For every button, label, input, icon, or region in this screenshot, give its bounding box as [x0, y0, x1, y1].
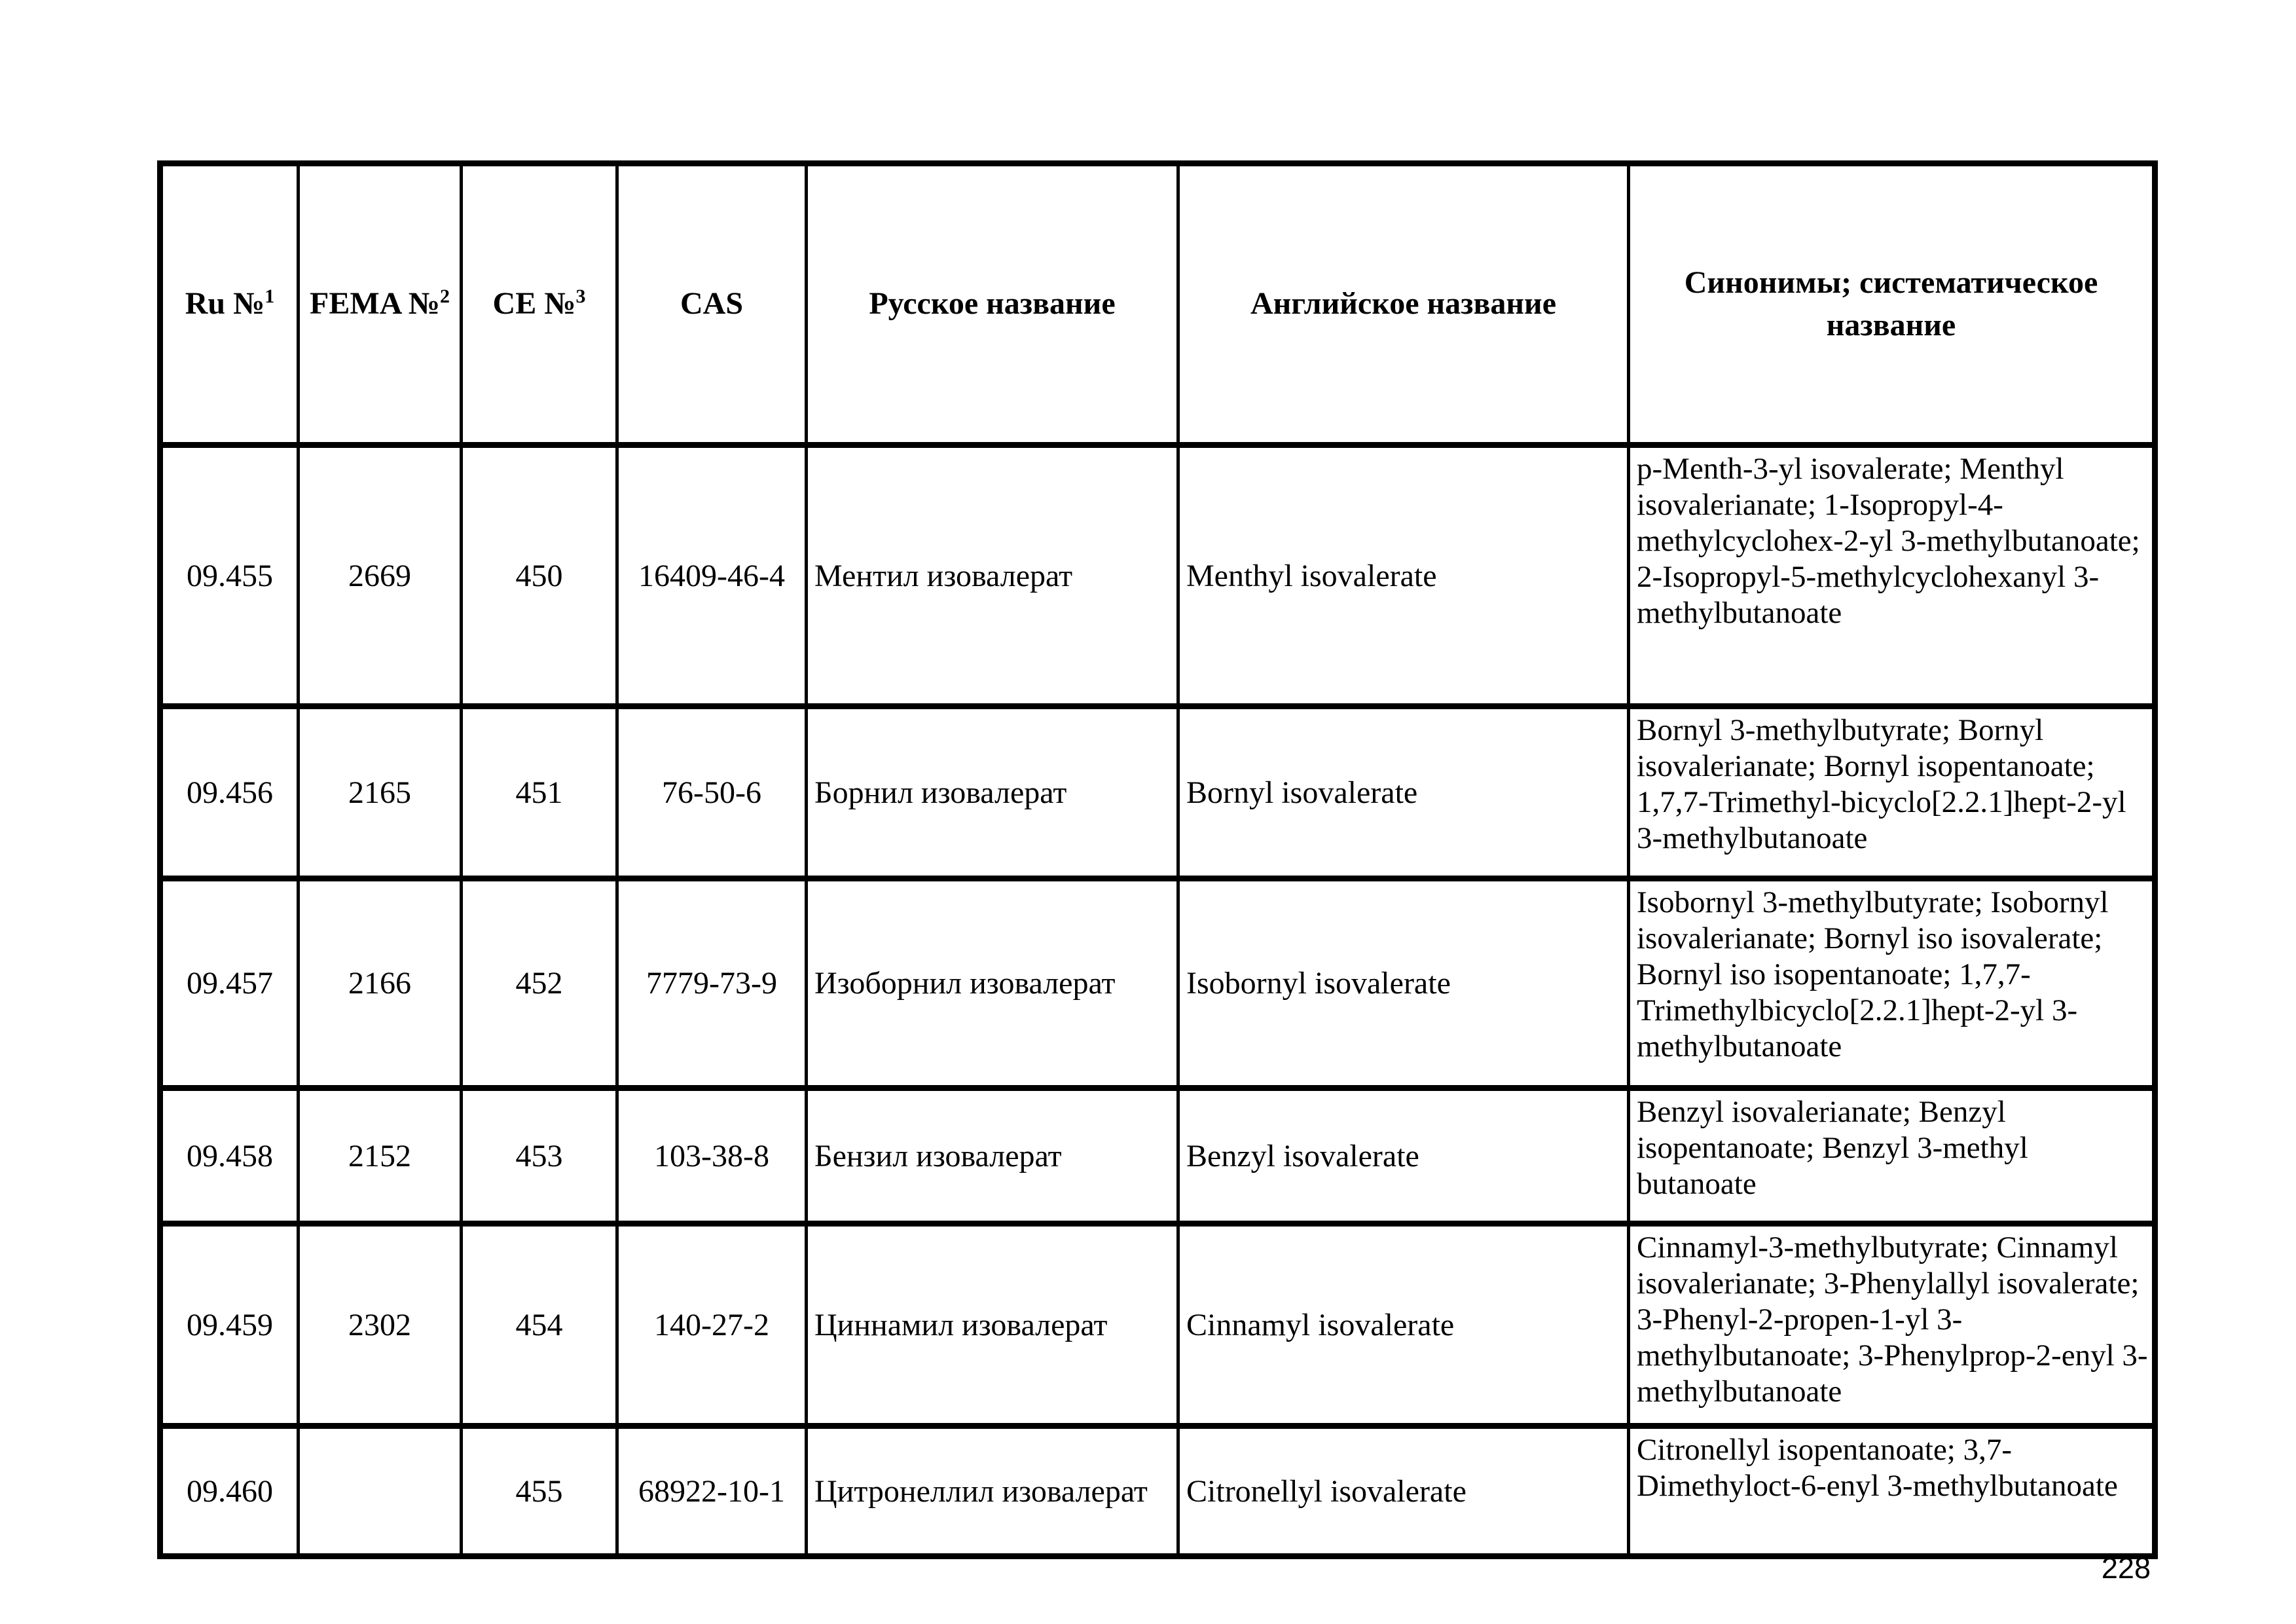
cell-name-ru: Борнил изовалерат [807, 707, 1178, 879]
cell-name-en: Isobornyl isovalerate [1178, 879, 1629, 1088]
cell-cas: 76-50-6 [617, 707, 807, 879]
table-row [160, 879, 2155, 1088]
cell-name-en: Menthyl isovalerate [1178, 445, 1629, 707]
cell-name-ru: Изоборнил изовалерат [807, 879, 1178, 1088]
cell-ce-no: 451 [462, 707, 617, 879]
cell-name-ru: Бензил изовалерат [807, 1088, 1178, 1224]
cell-ru-no: 09.460 [160, 1426, 299, 1557]
cell-ce-no: 453 [462, 1088, 617, 1224]
cell-synonyms: Bornyl 3-methylbutyrate; Bornyl isovalerianate; Bornyl isopentanoate; 1,7,7-Trimethyl-bicyclo[2.2.1]hept-2-yl 3-methylbutanoate [1629, 707, 2155, 879]
cell-cas: 7779-73-9 [617, 879, 807, 1088]
cell-cas: 16409-46-4 [617, 445, 807, 707]
header-label: CE № [492, 286, 576, 322]
cell-cas: 140-27-2 [617, 1224, 807, 1426]
page-number: 228 [2101, 1551, 2151, 1585]
table-row [160, 707, 2155, 879]
header-footnote-mark: 2 [439, 286, 450, 308]
header-label: Ru № [185, 286, 265, 322]
cell-name-en: Cinnamyl isovalerate [1178, 1224, 1629, 1426]
column-header-ce-no [462, 164, 617, 445]
header-footnote-mark: 3 [575, 286, 586, 308]
cell-fema-no: 2152 [299, 1088, 462, 1224]
column-header-ru-no [160, 164, 299, 445]
header-label: Синонимы; систематическое название [1684, 265, 2098, 342]
table-row [160, 1426, 2155, 1557]
flavor-substances-table [157, 160, 2158, 1559]
cell-fema-no: 2302 [299, 1224, 462, 1426]
column-header-name-en [1178, 164, 1629, 445]
cell-ce-no: 455 [462, 1426, 617, 1557]
column-header-synonyms [1629, 164, 2155, 445]
cell-ru-no: 09.455 [160, 445, 299, 707]
table-row [160, 1088, 2155, 1224]
cell-ce-no: 452 [462, 879, 617, 1088]
cell-name-ru: Цитронеллил изовалерат [807, 1426, 1178, 1557]
cell-cas: 68922-10-1 [617, 1426, 807, 1557]
cell-fema-no: 2166 [299, 879, 462, 1088]
cell-ru-no: 09.458 [160, 1088, 299, 1224]
header-label: CAS [680, 286, 744, 322]
cell-synonyms: Benzyl isovalerianate; Benzyl isopentanoate; Benzyl 3-methyl butanoate [1629, 1088, 2155, 1224]
header-label: Английское название [1250, 286, 1557, 322]
column-header-cas [617, 164, 807, 445]
cell-cas: 103-38-8 [617, 1088, 807, 1224]
cell-synonyms: p-Menth-3-yl isovalerate; Menthyl isovalerianate; 1-Isopropyl-4-methylcyclohex-2-yl 3-methylbutanoate; 2-Isopropyl-5-methylcyclohexanyl 3-methylbutanoate [1629, 445, 2155, 707]
table-header-row [160, 164, 2155, 445]
cell-synonyms: Isobornyl 3-methylbutyrate; Isobornyl isovalerianate; Bornyl iso isovalerate; Bornyl iso isopentanoate; 1,7,7-Trimethylbicyclo[2.2.1]hept-2-yl 3-methylbutanoate [1629, 879, 2155, 1088]
cell-ce-no: 450 [462, 445, 617, 707]
cell-synonyms: Cinnamyl-3-methylbutyrate; Cinnamyl isovalerianate; 3-Phenylallyl isovalerate; 3-Phenyl-2-propen-1-yl 3-methylbutanoate; 3-Phenylprop-2-enyl 3-methylbutanoate [1629, 1224, 2155, 1426]
cell-fema-no: 2165 [299, 707, 462, 879]
cell-ru-no: 09.456 [160, 707, 299, 879]
table-row [160, 1224, 2155, 1426]
cell-synonyms: Citronellyl isopentanoate; 3,7-Dimethyloct-6-enyl 3-methylbutanoate [1629, 1426, 2155, 1557]
cell-ru-no: 09.459 [160, 1224, 299, 1426]
column-header-name-ru [807, 164, 1178, 445]
header-label: Русское название [869, 286, 1116, 322]
cell-name-ru: Циннамил изовалерат [807, 1224, 1178, 1426]
cell-ru-no: 09.457 [160, 879, 299, 1088]
cell-fema-no [299, 1426, 462, 1557]
header-footnote-mark: 1 [264, 286, 275, 308]
cell-name-en: Benzyl isovalerate [1178, 1088, 1629, 1224]
table-row [160, 445, 2155, 707]
cell-name-ru: Ментил изовалерат [807, 445, 1178, 707]
cell-fema-no: 2669 [299, 445, 462, 707]
column-header-fema-no [299, 164, 462, 445]
cell-ce-no: 454 [462, 1224, 617, 1426]
header-label: FEMA № [310, 286, 440, 322]
cell-name-en: Bornyl isovalerate [1178, 707, 1629, 879]
cell-name-en: Citronellyl isovalerate [1178, 1426, 1629, 1557]
